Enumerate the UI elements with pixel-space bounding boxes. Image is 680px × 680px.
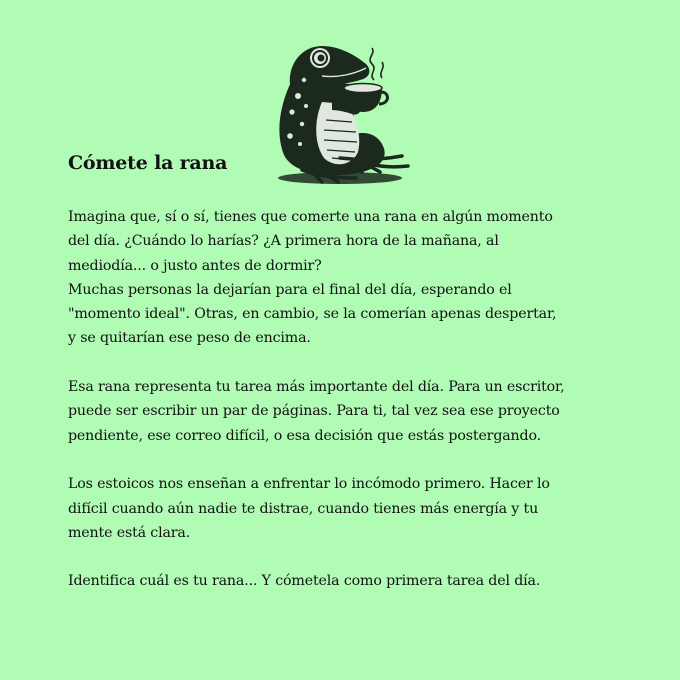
steam-icon (370, 48, 383, 80)
frog-pupil (318, 55, 325, 62)
text-line: y se quitarían ese peso de encima. (68, 330, 311, 347)
paragraph (68, 205, 628, 351)
paragraph (68, 472, 628, 545)
text-line: Identifica cuál es tu rana... Y cómetela como primera tarea del día. (68, 573, 541, 590)
text-line: Esa rana representa tu tarea más importante del día. Para un escritor, (68, 379, 565, 396)
frog-illustration-icon (262, 40, 412, 190)
text-line: mente está clara. (68, 524, 191, 541)
text-line: del día. ¿Cuándo lo harías? ¿A primera hora de la mañana, al (68, 233, 499, 250)
cup-rim (344, 84, 382, 93)
text-line: puede ser escribir un par de páginas. Para ti, tal vez sea ese proyecto (68, 403, 560, 420)
paragraph (68, 375, 628, 448)
text-line: Los estoicos nos enseñan a enfrentar lo incómodo primero. Hacer lo (68, 476, 550, 493)
text-line: Imagina que, sí o sí, tienes que comerte una rana en algún momento (68, 209, 553, 225)
text-line: "momento ideal". Otras, en cambio, se la comerían apenas despertar, (68, 306, 557, 323)
text-line: mediodía... o justo antes de dormir? (68, 257, 322, 274)
page-title: Cómete la rana (68, 152, 228, 174)
text-line: pendiente, ese correo difícil, o esa decisión que estás postergando. (68, 427, 541, 444)
text-line: Muchas personas la dejarían para el final del día, esperando el (68, 281, 512, 298)
paragraph (68, 569, 628, 593)
text-line: difícil cuando aún nadie te distrae, cuando tienes más energía y tu (68, 500, 539, 517)
article-body (68, 205, 628, 618)
